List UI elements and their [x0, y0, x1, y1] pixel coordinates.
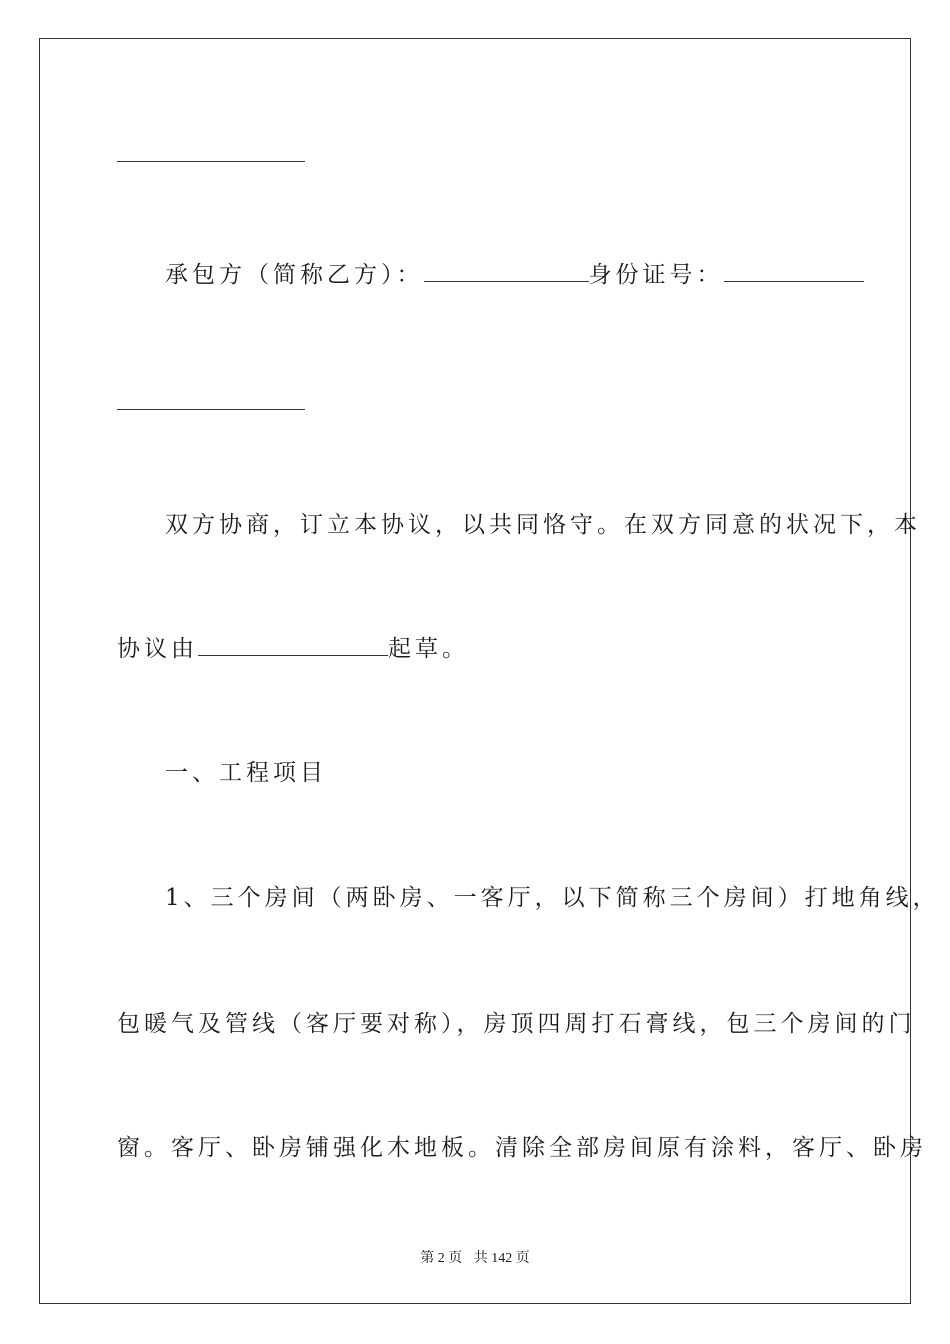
blank-line-top — [117, 140, 305, 170]
id-number-label: 身份证号： — [588, 262, 724, 288]
fill-blank — [117, 391, 305, 410]
page-number-current: 第 2 页 — [420, 1251, 463, 1266]
page-number-total: 共 142 页 — [473, 1251, 530, 1266]
party-b-line — [165, 260, 864, 290]
agreement-paragraph-line-2 — [117, 634, 469, 664]
party-b-label: 承包方（简称乙方）： — [165, 262, 424, 288]
party-b-name-blank — [424, 263, 589, 282]
drafter-blank — [198, 637, 388, 656]
blank-line-id-continued — [117, 388, 305, 418]
section-heading: 一、工程项目 — [165, 760, 327, 786]
drafted-by-suffix: 起草。 — [388, 636, 469, 662]
page-footer — [0, 1247, 950, 1267]
drafted-by-prefix: 协议由 — [117, 636, 198, 662]
fill-blank — [117, 143, 305, 162]
item-1-line-3: 窗。客厅、卧房铺强化木地板。清除全部房间原有涂料，客厅、卧房 — [117, 1135, 927, 1161]
item-1-line-2: 包暖气及管线（客厅要对称），房顶四周打石膏线，包三个房间的门 — [117, 1011, 916, 1037]
agreement-paragraph-line-1: 双方协商，订立本协议，以共同恪守。在双方同意的状况下，本 — [165, 512, 921, 538]
item-1-line-1: 1、三个房间（两卧房、一客厅，以下简称三个房间）打地角线， — [165, 885, 940, 911]
page-border — [39, 38, 911, 1304]
id-number-blank — [724, 263, 864, 282]
